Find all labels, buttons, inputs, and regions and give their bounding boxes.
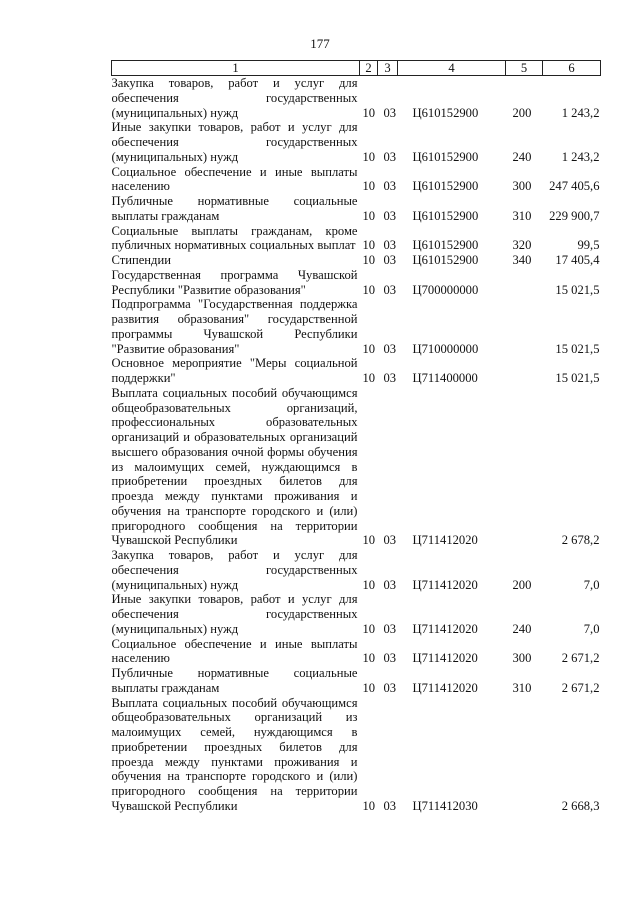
row-amount: 2 668,3 bbox=[561, 798, 600, 813]
budget-table bbox=[111, 60, 601, 814]
row-section: 10 bbox=[362, 105, 376, 120]
row-target-article: Ц711400000 bbox=[412, 371, 478, 385]
table-row bbox=[112, 165, 601, 195]
row-section: 10 bbox=[362, 149, 376, 164]
row-target-article: Ц711412020 bbox=[412, 533, 478, 548]
row-subsection: 03 bbox=[383, 238, 397, 253]
row-expense-type bbox=[506, 386, 543, 548]
row-subsection: 03 bbox=[383, 533, 397, 548]
row-name: Стипендии bbox=[111, 253, 171, 267]
row-amount: 2 678,2 bbox=[561, 533, 600, 548]
row-target-article: Ц610152900 bbox=[412, 208, 479, 223]
row-name: Социальное обеспечение и иные выплаты населению bbox=[111, 636, 358, 666]
row-amount: 15 021,5 bbox=[555, 341, 600, 356]
row-target-article: Ц711412020 bbox=[412, 680, 478, 695]
row-section: 10 bbox=[362, 341, 376, 356]
row-expense-type bbox=[506, 268, 543, 298]
row-subsection: 03 bbox=[383, 621, 397, 636]
header-col-4: 4 bbox=[398, 61, 506, 76]
table-row bbox=[112, 253, 601, 268]
table-body bbox=[112, 76, 601, 814]
row-target-article: Ц710000000 bbox=[412, 341, 479, 356]
row-amount: 15 021,5 bbox=[555, 282, 600, 297]
row-target-article: Ц610152900 bbox=[412, 149, 479, 164]
row-target-article: Ц610152900 bbox=[412, 179, 479, 194]
row-subsection: 03 bbox=[383, 253, 397, 267]
row-name: Иные закупки товаров, работ и услуг для обеспечения государственных (муниципальных) нужд bbox=[111, 592, 358, 636]
header-col-5: 5 bbox=[506, 61, 543, 76]
row-target-article: Ц711412020 bbox=[412, 621, 478, 636]
row-section: 10 bbox=[362, 798, 376, 813]
row-subsection: 03 bbox=[383, 577, 397, 592]
row-expense-type: 310 bbox=[512, 208, 532, 223]
row-section: 10 bbox=[362, 282, 376, 297]
row-subsection: 03 bbox=[383, 149, 397, 164]
row-name: Социальное обеспечение и иные выплаты населению bbox=[111, 164, 358, 194]
row-target-article: Ц610152900 bbox=[412, 253, 479, 267]
header-col-2: 2 bbox=[360, 61, 378, 76]
row-target-article: Ц711412020 bbox=[412, 651, 478, 666]
row-name: Выплата социальных пособий обучающимся общеобразовательных организаций из малоимущих семей, нуждающимся в приобретении проездных билетов для проезда между пунктами проживания и обучения на транспорте городского и (или) пригородного сообщения на территории Чувашской Республики bbox=[111, 695, 358, 813]
row-expense-type bbox=[506, 356, 543, 386]
row-subsection: 03 bbox=[383, 680, 397, 695]
header-col-3: 3 bbox=[378, 61, 398, 76]
row-expense-type: 240 bbox=[512, 621, 532, 636]
table-row bbox=[112, 194, 601, 224]
row-name: Выплата социальных пособий обучающимся общеобразовательных организаций, профессиональных образовательных организаций и образовательных организаций высшего образования очной формы обучения из малоимущих семей, нуждающимся в приобретении проездных билетов для проезда между пунктами проживания и обучения на транспорте городского и (или) пригородного сообщения на территории Чувашской Республики bbox=[111, 385, 358, 548]
row-amount: 15 021,5 bbox=[555, 371, 600, 385]
row-amount: 17 405,4 bbox=[555, 253, 600, 267]
row-subsection: 03 bbox=[383, 651, 397, 666]
row-name: Иные закупки товаров, работ и услуг для обеспечения государственных (муниципальных) нужд bbox=[111, 120, 358, 164]
row-name: Государственная программа Чувашской Республики "Развитие образования" bbox=[111, 267, 358, 297]
row-name: Закупка товаров, работ и услуг для обеспечения государственных (муниципальных) нужд bbox=[111, 548, 358, 592]
row-amount: 7,0 bbox=[583, 621, 600, 636]
table-row bbox=[112, 666, 601, 696]
row-section: 10 bbox=[362, 238, 376, 253]
row-name: Подпрограмма "Государственная поддержка развития образования" государственной программы Чувашской Республики "Развитие образования" bbox=[111, 297, 358, 356]
row-section: 10 bbox=[362, 651, 376, 666]
table-header bbox=[112, 61, 601, 76]
row-section: 10 bbox=[362, 371, 376, 385]
table-row bbox=[112, 592, 601, 636]
row-subsection: 03 bbox=[383, 798, 397, 813]
row-amount: 2 671,2 bbox=[561, 680, 600, 695]
table-row bbox=[112, 637, 601, 667]
table-row bbox=[112, 297, 601, 356]
row-name: Социальные выплаты гражданам, кроме публичных нормативных социальных выплат bbox=[111, 223, 358, 253]
row-expense-type: 200 bbox=[512, 577, 532, 592]
row-subsection: 03 bbox=[383, 179, 397, 194]
row-amount: 7,0 bbox=[583, 577, 600, 592]
row-expense-type: 300 bbox=[512, 179, 532, 194]
row-section: 10 bbox=[362, 253, 376, 267]
page-number: 177 bbox=[310, 36, 330, 51]
row-expense-type: 340 bbox=[512, 253, 532, 267]
row-subsection: 03 bbox=[383, 371, 397, 385]
table-row bbox=[112, 120, 601, 164]
row-subsection: 03 bbox=[383, 208, 397, 223]
row-expense-type: 300 bbox=[512, 651, 532, 666]
row-expense-type bbox=[506, 696, 543, 814]
table-row bbox=[112, 224, 601, 254]
table-row bbox=[112, 76, 601, 121]
row-amount: 2 671,2 bbox=[561, 651, 600, 666]
row-amount: 99,5 bbox=[577, 238, 600, 253]
row-expense-type: 320 bbox=[512, 238, 532, 253]
row-section: 10 bbox=[362, 680, 376, 695]
row-target-article: Ц610152900 bbox=[412, 105, 479, 120]
row-target-article: Ц610152900 bbox=[412, 238, 479, 253]
row-amount: 1 243,2 bbox=[561, 105, 600, 120]
header-col-1: 1 bbox=[112, 61, 360, 76]
row-section: 10 bbox=[362, 533, 376, 548]
row-amount: 1 243,2 bbox=[561, 149, 600, 164]
table-row bbox=[112, 356, 601, 386]
row-expense-type bbox=[506, 297, 543, 356]
row-name: Основное мероприятие "Меры социальной поддержки" bbox=[111, 356, 358, 385]
row-expense-type: 310 bbox=[512, 680, 532, 695]
header-col-6: 6 bbox=[543, 61, 601, 76]
row-subsection: 03 bbox=[383, 282, 397, 297]
table-row bbox=[112, 696, 601, 814]
row-section: 10 bbox=[362, 208, 376, 223]
table-row bbox=[112, 386, 601, 548]
row-section: 10 bbox=[362, 179, 376, 194]
row-expense-type: 240 bbox=[512, 149, 532, 164]
row-subsection: 03 bbox=[383, 105, 397, 120]
table-row bbox=[112, 548, 601, 592]
row-target-article: Ц711412020 bbox=[412, 577, 478, 592]
row-amount: 229 900,7 bbox=[549, 208, 600, 223]
row-target-article: Ц711412030 bbox=[412, 798, 478, 813]
row-amount: 247 405,6 bbox=[549, 179, 600, 194]
header-row bbox=[112, 61, 601, 76]
row-section: 10 bbox=[362, 621, 376, 636]
row-target-article: Ц700000000 bbox=[412, 282, 479, 297]
row-section: 10 bbox=[362, 577, 376, 592]
row-subsection: 03 bbox=[383, 341, 397, 356]
row-name: Публичные нормативные социальные выплаты гражданам bbox=[111, 194, 358, 223]
table-row bbox=[112, 268, 601, 298]
row-expense-type: 200 bbox=[512, 105, 532, 120]
row-name: Публичные нормативные социальные выплаты гражданам bbox=[111, 666, 358, 695]
row-name: Закупка товаров, работ и услуг для обеспечения государственных (муниципальных) нужд bbox=[111, 76, 358, 120]
